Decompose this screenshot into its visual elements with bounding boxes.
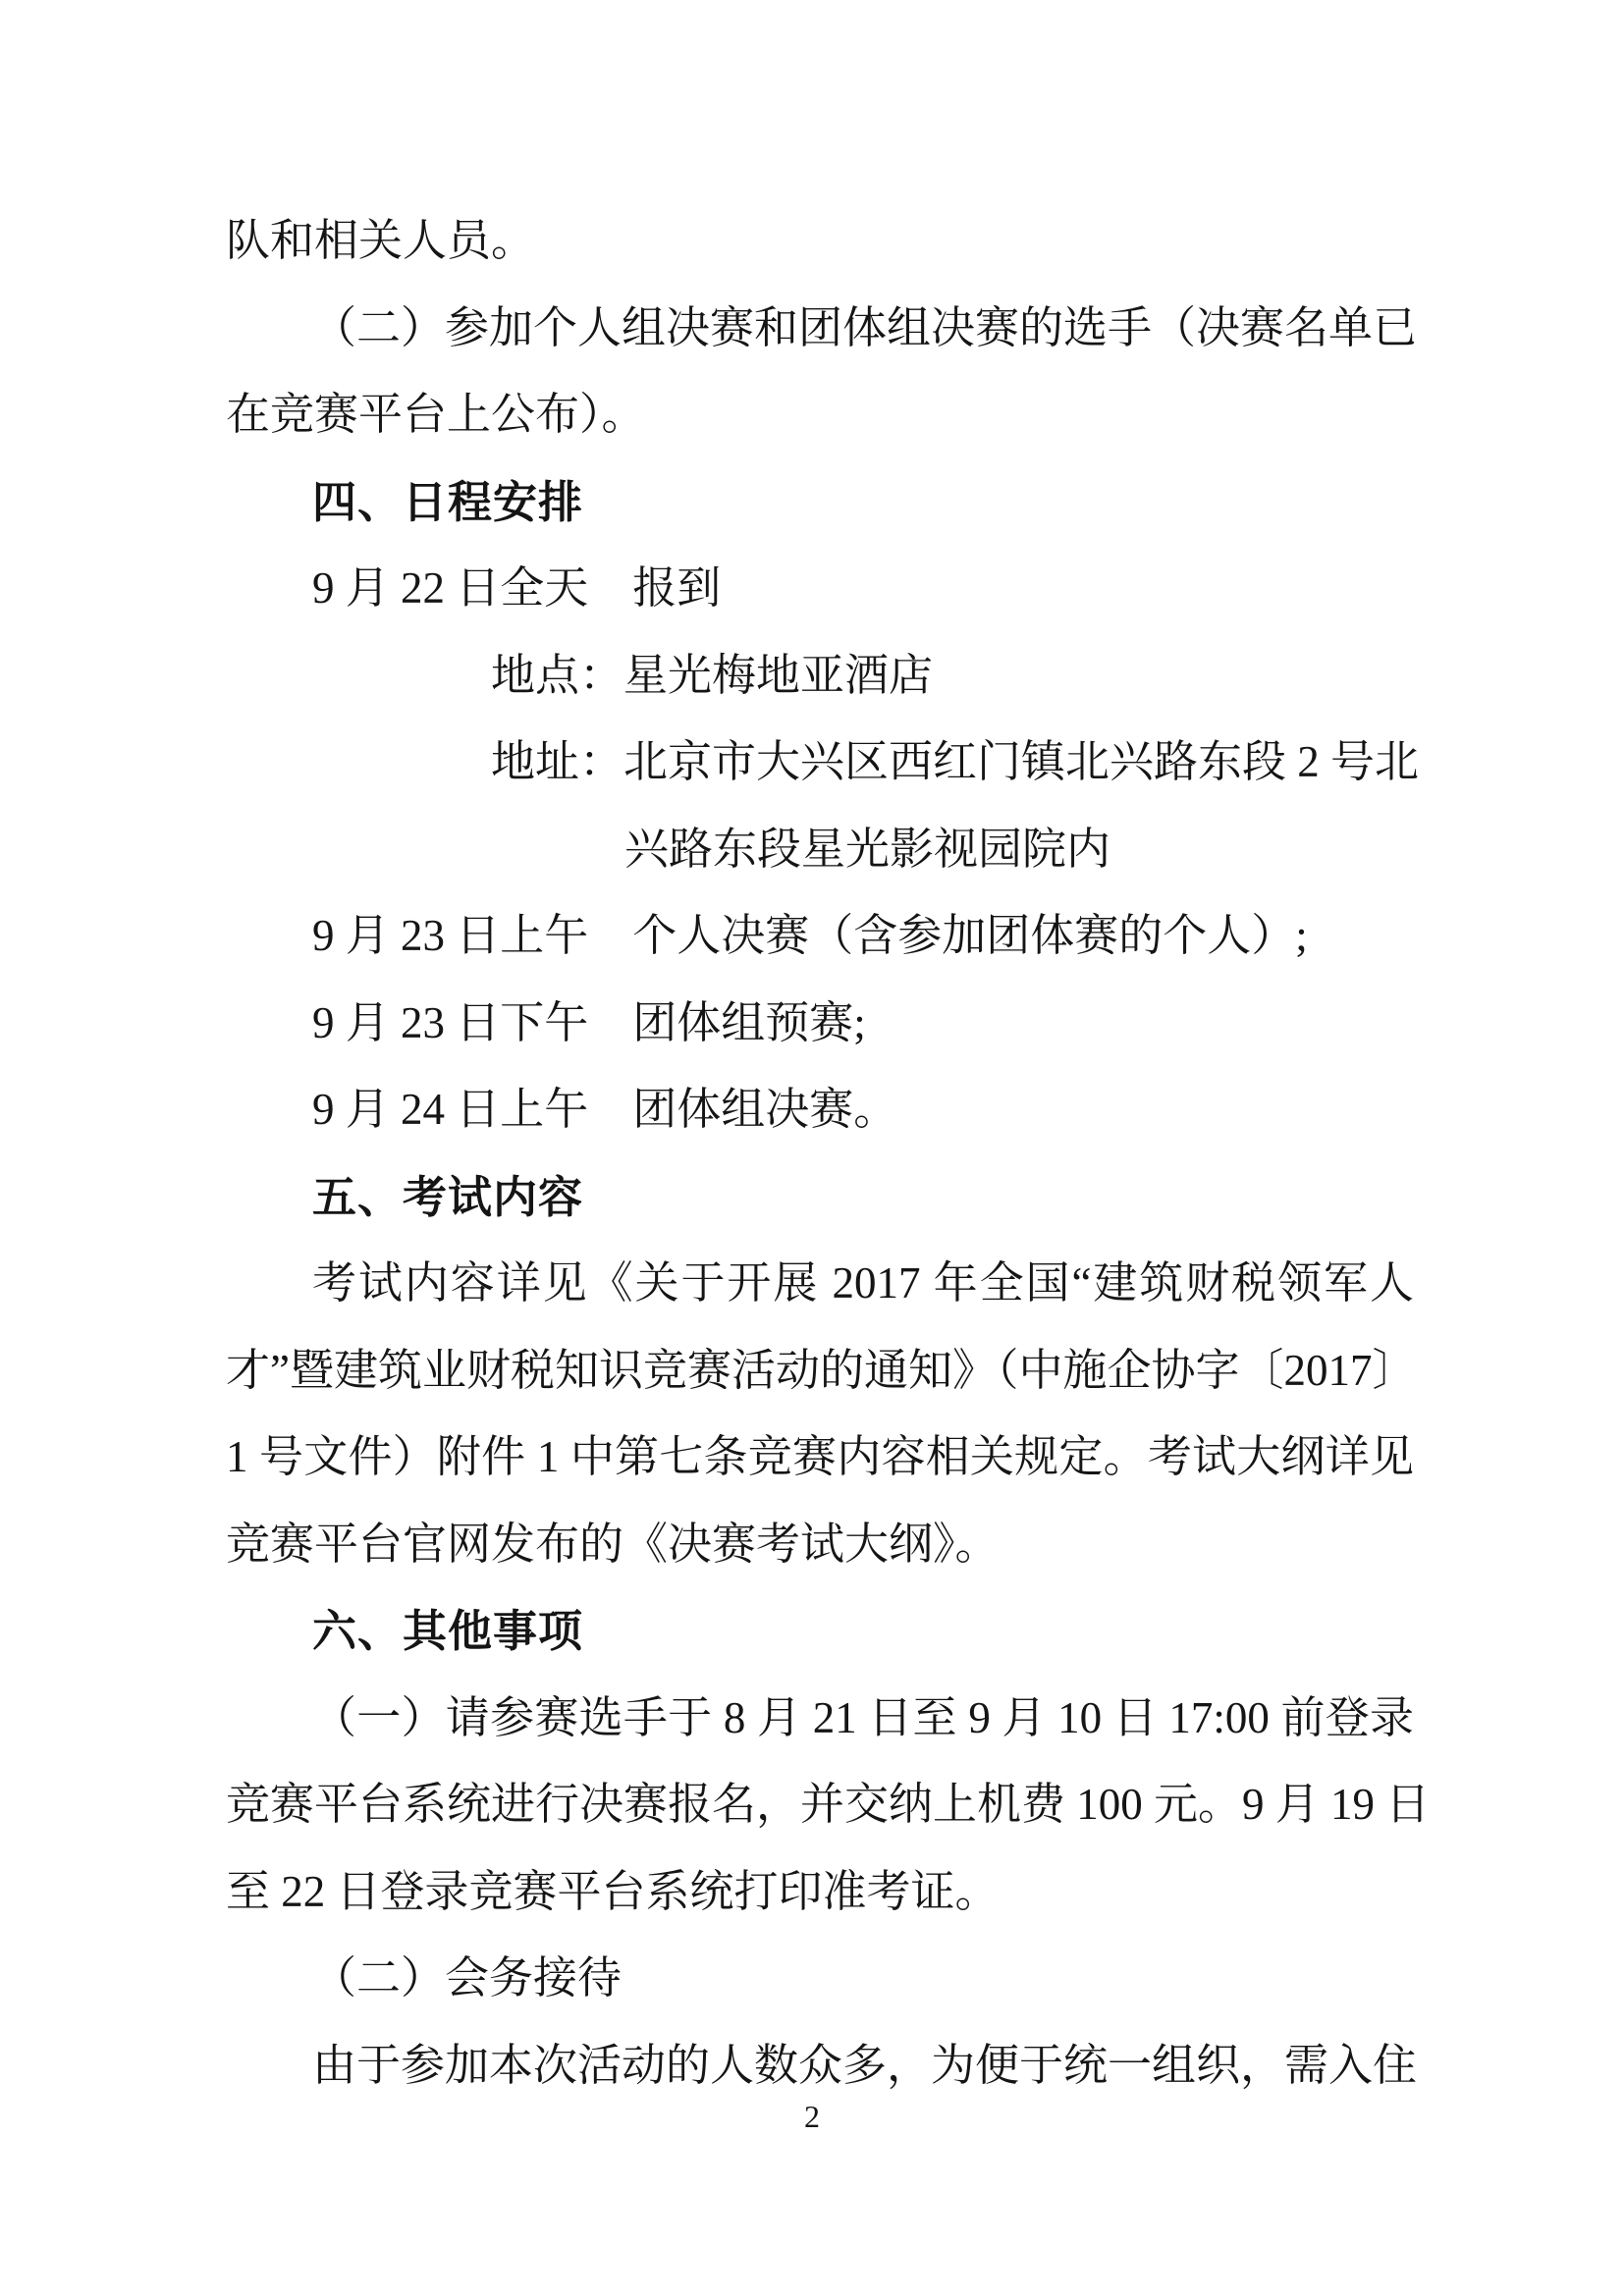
page-number: 2 (804, 2099, 820, 2134)
line-exam-content-3: 1 号文件）附件 1 中第七条竞赛内容相关规定。考试大纲详见 (226, 1432, 1414, 1481)
heading-exam-content: 五、考试内容 (312, 1172, 584, 1222)
line-sep22-checkin: 9 月 22 日全天 报到 (312, 563, 722, 613)
heading-schedule: 四、日程安排 (312, 477, 584, 527)
heading-other-matters: 六、其他事项 (312, 1606, 584, 1656)
line-participants-continued: 队和相关人员。 (226, 216, 536, 265)
line-sep24-morning: 9 月 24 日上午 团体组决赛。 (312, 1085, 898, 1134)
line-address-1: 地址：北京市大兴区西红门镇北兴路东段 2 号北 (491, 737, 1420, 786)
line-exam-content-4: 竞赛平台官网发布的《决赛考试大纲》。 (226, 1520, 1000, 1569)
line-reception-body: 由于参加本次活动的人数众多，为便于统一组织，需入住 (312, 2041, 1418, 2090)
line-registration-2: 竞赛平台系统进行决赛报名，并交纳上机费 100 元。9 月 19 日 (226, 1780, 1431, 1829)
line-registration-1: （一）请参赛选手于 8 月 21 日至 9 月 10 日 17:00 前登录 (312, 1693, 1414, 1742)
line-sep23-morning: 9 月 23 日上午 个人决赛（含参加团体赛的个人）; (312, 911, 1308, 960)
line-finalists-2: 在竞赛平台上公布）。 (226, 390, 646, 439)
line-reception-heading: （二）会务接待 (312, 1953, 623, 2002)
line-finalists-1: （二）参加个人组决赛和团体组决赛的选手（决赛名单已 (312, 303, 1418, 352)
line-registration-3: 至 22 日登录竞赛平台系统打印准考证。 (226, 1867, 1000, 1916)
line-address-2: 兴路东段星光影视园院内 (624, 825, 1111, 874)
line-venue: 地点：星光梅地亚酒店 (491, 651, 934, 700)
line-sep23-afternoon: 9 月 23 日下午 团体组预赛; (312, 998, 866, 1047)
line-exam-content-1: 考试内容详见《关于开展 2017 年全国“建筑财税领军人 (312, 1258, 1414, 1308)
line-exam-content-2: 才”暨建筑业财税知识竞赛活动的通知》（中施企协字〔2017〕 (226, 1346, 1417, 1395)
